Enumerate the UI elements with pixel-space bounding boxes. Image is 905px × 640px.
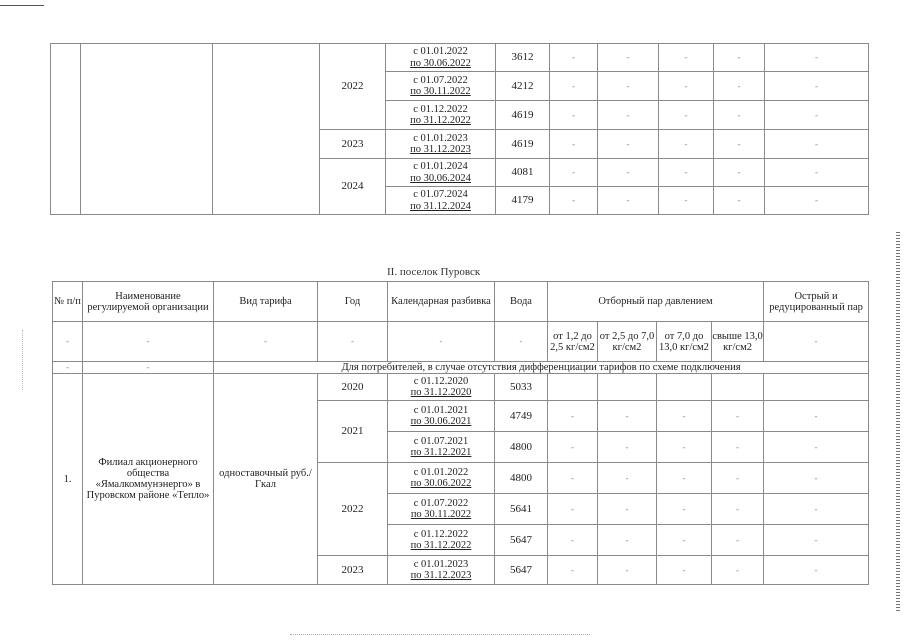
period-from: с 01.07.2021: [413, 435, 469, 447]
dash-cell: -: [318, 322, 388, 362]
page-top-rule: [0, 5, 44, 6]
period-cell: [388, 525, 495, 556]
dash-cell: -: [657, 525, 712, 556]
num-cell: [51, 44, 81, 215]
period-cell: [386, 159, 496, 187]
dash-cell: -: [83, 322, 214, 362]
dash-cell: -: [657, 463, 712, 494]
period-from: с 01.01.2021: [413, 404, 469, 416]
year-cell: 2023: [318, 556, 388, 585]
dash-cell: -: [598, 556, 657, 585]
water-value: 3612: [496, 44, 550, 72]
dash-cell: -: [764, 494, 869, 525]
header-year: Год: [318, 282, 388, 322]
row-number: 1.: [53, 374, 83, 585]
header-subrow: [53, 322, 869, 362]
period-cell: [386, 187, 496, 215]
scan-margin-mark: [22, 330, 27, 390]
header-num: № п/п: [53, 282, 83, 322]
dash-cell: -: [712, 401, 764, 432]
dash-cell: -: [764, 525, 869, 556]
dash-cell: -: [550, 72, 598, 101]
water-value: 4749: [495, 401, 548, 432]
year-cell: 2022: [320, 44, 386, 130]
tariff-cell: [213, 44, 320, 215]
dash-cell: -: [550, 101, 598, 130]
dash-cell: -: [598, 159, 659, 187]
table-row: [51, 44, 869, 72]
continuation-table: [50, 43, 869, 215]
dash-cell: -: [659, 187, 714, 215]
tariff-type: одноставочный руб./Гкал: [214, 374, 318, 585]
dash-cell: -: [548, 463, 598, 494]
period-to: по 30.11.2022: [410, 86, 471, 97]
dash-cell: -: [550, 159, 598, 187]
dash-cell: -: [764, 432, 869, 463]
water-value: 4212: [496, 72, 550, 101]
header-water: Вода: [495, 282, 548, 322]
period-from: с 01.07.2022: [413, 74, 468, 86]
dash-cell: -: [548, 432, 598, 463]
period-from: с 01.01.2022: [413, 46, 468, 57]
dash-cell: -: [214, 322, 318, 362]
empty-cell: [548, 374, 598, 401]
dash-cell: -: [53, 322, 83, 362]
period-cell: [386, 72, 496, 101]
dash-cell: -: [495, 322, 548, 362]
period-to: по 31.12.2021: [410, 447, 472, 458]
org-cell: [81, 44, 213, 215]
period-cell: [388, 556, 495, 585]
period-cell: [388, 463, 495, 494]
dash-cell: -: [548, 401, 598, 432]
table-row: [53, 374, 869, 401]
period-cell: [386, 44, 496, 72]
dash-cell: -: [712, 556, 764, 585]
water-value: 4179: [496, 187, 550, 215]
header-calendar: Календарная разбивка: [388, 282, 495, 322]
period-cell: [388, 494, 495, 525]
period-cell: [386, 101, 496, 130]
period-from: с 01.12.2022: [413, 103, 468, 115]
note-row: [53, 362, 869, 374]
period-from: с 01.01.2023: [413, 558, 469, 570]
period-from: с 01.07.2022: [413, 497, 469, 509]
dash-cell: -: [388, 322, 495, 362]
header-tariff-type: Вид тарифа: [214, 282, 318, 322]
period-cell: [388, 374, 495, 401]
dash-cell: -: [598, 101, 659, 130]
water-value: 5647: [495, 556, 548, 585]
dash-cell: -: [598, 463, 657, 494]
period-cell: [388, 432, 495, 463]
dash-cell: -: [657, 494, 712, 525]
period-from: с 01.01.2024: [413, 161, 468, 172]
period-from: с 01.12.2020: [413, 375, 469, 387]
dash-cell: -: [765, 159, 869, 187]
water-value: 4081: [496, 159, 550, 187]
dash-cell: -: [659, 130, 714, 159]
dash-cell: -: [659, 72, 714, 101]
dash-cell: -: [657, 401, 712, 432]
dash-cell: -: [764, 401, 869, 432]
organization-name: Филиал акционерного общества «Ямалкоммунэнерго» в Пуровском районе «Тепло»: [83, 374, 214, 585]
dash-cell: -: [764, 556, 869, 585]
period-to: по 30.06.2024: [410, 172, 471, 184]
header-steam: Отборный пар давлением: [548, 282, 764, 322]
dash-cell: -: [765, 130, 869, 159]
dash-cell: -: [712, 432, 764, 463]
dash-cell: -: [53, 362, 83, 374]
dash-cell: -: [598, 494, 657, 525]
dash-cell: -: [598, 130, 659, 159]
dash-cell: -: [659, 101, 714, 130]
year-cell: 2024: [320, 159, 386, 215]
dash-cell: -: [550, 44, 598, 72]
dash-cell: -: [548, 556, 598, 585]
dash-cell: -: [714, 101, 765, 130]
dash-cell: -: [714, 187, 765, 215]
water-value: 4800: [495, 432, 548, 463]
empty-cell: [657, 374, 712, 401]
period-to: по 31.12.2022: [410, 115, 471, 126]
period-to: по 31.12.2024: [410, 200, 471, 212]
dash-cell: -: [548, 525, 598, 556]
water-value: 5641: [495, 494, 548, 525]
year-cell: 2021: [318, 401, 388, 463]
consumers-note: Для потребителей, в случае отсутствия дифференциации тарифов по схеме подключения: [214, 362, 869, 374]
water-value: 5647: [495, 525, 548, 556]
page-bottom-rule: [290, 634, 590, 635]
period-cell: [386, 130, 496, 159]
dash-cell: -: [598, 187, 659, 215]
dash-cell: -: [765, 101, 869, 130]
steam-subheader: свыше 13,0 кг/см2: [712, 322, 764, 362]
dash-cell: -: [657, 556, 712, 585]
period-from: с 01.01.2022: [413, 466, 469, 478]
water-value: 4800: [495, 463, 548, 494]
dash-cell: -: [83, 362, 214, 374]
dash-cell: -: [764, 322, 869, 362]
period-to: по 31.12.2023: [410, 570, 472, 581]
period-to: по 31.12.2023: [410, 144, 471, 155]
dash-cell: -: [712, 463, 764, 494]
dash-cell: -: [598, 401, 657, 432]
period-from: с 01.01.2023: [413, 132, 468, 144]
year-cell: 2022: [318, 463, 388, 556]
steam-subheader: от 2,5 до 7,0 кг/см2: [598, 322, 657, 362]
dash-cell: -: [765, 187, 869, 215]
dash-cell: -: [714, 159, 765, 187]
empty-cell: [764, 374, 869, 401]
dash-cell: -: [714, 130, 765, 159]
year-cell: 2023: [320, 130, 386, 159]
dash-cell: -: [598, 72, 659, 101]
year-cell: 2020: [318, 374, 388, 401]
dash-cell: -: [598, 44, 659, 72]
water-value: 5033: [495, 374, 548, 401]
period-to: по 30.06.2022: [410, 57, 471, 69]
period-cell: [388, 401, 495, 432]
water-value: 4619: [496, 130, 550, 159]
dash-cell: -: [714, 44, 765, 72]
water-value: 4619: [496, 101, 550, 130]
period-to: по 30.06.2021: [410, 416, 472, 427]
dash-cell: -: [714, 72, 765, 101]
steam-subheader: от 1,2 до 2,5 кг/см2: [548, 322, 598, 362]
dash-cell: -: [598, 432, 657, 463]
empty-cell: [712, 374, 764, 401]
period-to: по 31.12.2022: [410, 540, 472, 551]
dash-cell: -: [548, 494, 598, 525]
dash-cell: -: [712, 494, 764, 525]
header-sharp-steam: Острый и редуцированный пар: [764, 282, 869, 322]
dash-cell: -: [765, 44, 869, 72]
tariff-table: [52, 281, 869, 585]
empty-cell: [598, 374, 657, 401]
period-to: по 30.06.2022: [410, 478, 472, 489]
period-from: с 01.07.2024: [413, 189, 468, 200]
dash-cell: -: [765, 72, 869, 101]
dash-cell: -: [712, 525, 764, 556]
period-to: по 31.12.2020: [410, 387, 472, 398]
section-title: II. поселок Пуровск: [387, 266, 481, 278]
header-organization: Наименование регулируемой организации: [83, 282, 214, 322]
dash-cell: -: [764, 463, 869, 494]
period-from: с 01.12.2022: [413, 528, 469, 540]
header-row: [53, 282, 869, 322]
dash-cell: -: [598, 525, 657, 556]
scan-edge-artifact: [896, 232, 900, 612]
dash-cell: -: [659, 44, 714, 72]
dash-cell: -: [659, 159, 714, 187]
dash-cell: -: [657, 432, 712, 463]
period-to: по 30.11.2022: [410, 509, 472, 520]
dash-cell: -: [550, 130, 598, 159]
steam-subheader: от 7,0 до 13,0 кг/см2: [657, 322, 712, 362]
dash-cell: -: [550, 187, 598, 215]
